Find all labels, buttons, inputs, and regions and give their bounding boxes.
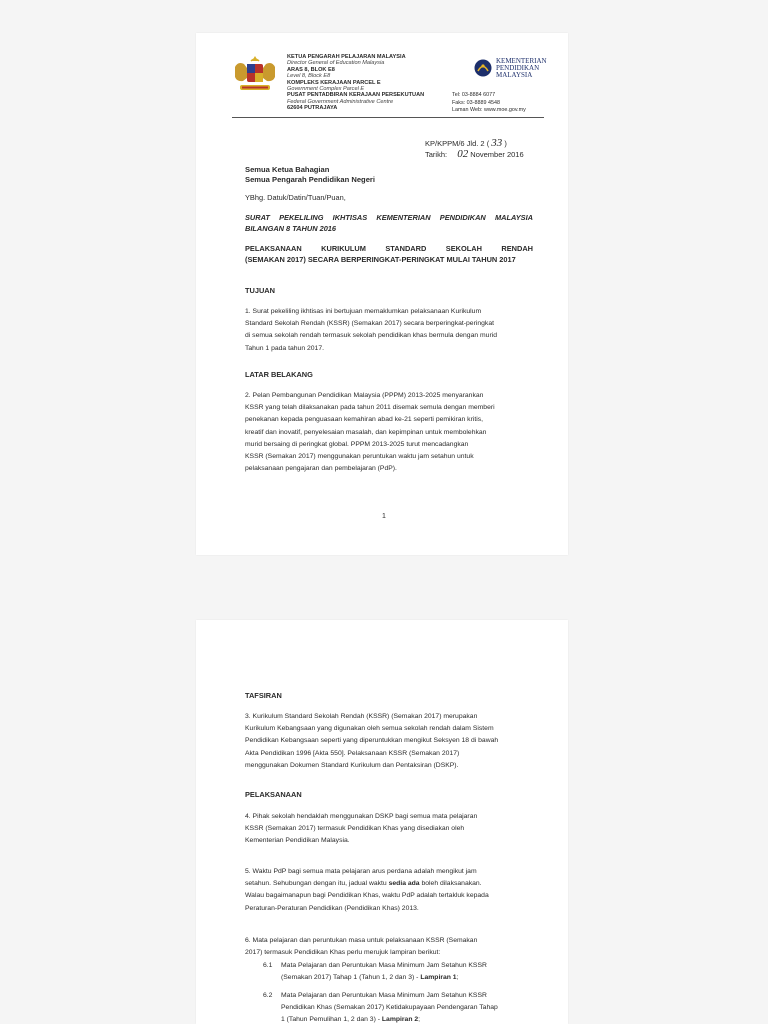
date-day-handwritten: 02 xyxy=(457,148,469,160)
contact-fax: Faks: 03-8889 4548 xyxy=(452,99,500,106)
paragraph-3 xyxy=(245,711,535,772)
reference-block xyxy=(425,138,524,160)
emphasis-sedia-ada: sedia ada xyxy=(388,880,420,888)
paragraph-line: kreatif dan inovatif, penyelesaian masalah, dan kepimpinan untuk membolehkan xyxy=(245,428,487,436)
lampiran-1-ref: Lampiran 1 xyxy=(420,974,457,982)
paragraph-line: Kementerian Pendidikan Malaysia. xyxy=(245,837,350,845)
paragraph-4 xyxy=(245,811,535,848)
paragraph-line: Akta Pendidikan 1996 [Akta 550]. Pelaksanaan KSSR (Semakan 2017) xyxy=(245,749,460,757)
paragraph-line: di semua sekolah rendah termasuk sekolah pendidikan khas bermula dengan murid xyxy=(245,332,498,340)
coat-of-arms-icon xyxy=(232,55,278,95)
letterhead-line: 62604 PUTRAJAYA xyxy=(287,105,338,112)
recipient-line: Semua Pengarah Pendidikan Negeri xyxy=(245,175,375,184)
heading-tafsiran: TAFSIRAN xyxy=(245,691,282,700)
recipients xyxy=(245,165,375,185)
paragraph-line: Pendidikan Kebangsaan seperti yang diperuntukkan mengikut Seksyen 18 di bawah xyxy=(245,737,499,745)
list-item-text: ; xyxy=(418,1016,421,1024)
subject-line: PELAKSANAAN KURIKULUM STANDARD SEKOLAH RENDAH xyxy=(245,244,533,253)
reference-close-paren: ) xyxy=(504,139,507,148)
list-item-text: ; xyxy=(456,974,459,982)
reference-date xyxy=(425,149,524,160)
ministry-name xyxy=(496,58,547,79)
page-number: 1 xyxy=(382,513,386,520)
letter-page-1 xyxy=(196,33,568,555)
paragraph-line: Walau bagaimanapun bagi Pendidikan Khas, waktu PdP adalah tertakluk kepada xyxy=(245,892,489,900)
paragraph-2 xyxy=(245,390,535,475)
ministry-line: MALAYSIA xyxy=(496,71,533,79)
paragraph-line: 4. Pihak sekolah hendaklah menggunakan DSKP bagi semua mata pelajaran xyxy=(245,813,478,820)
paragraph-text: boleh dilaksanakan. xyxy=(419,880,482,888)
paragraph-line xyxy=(245,878,535,890)
list-item-6-1 xyxy=(263,960,536,984)
salutation: YBhg. Datuk/Datin/Tuan/Puan, xyxy=(245,193,346,202)
lampiran-2-ref: Lampiran 2 xyxy=(381,1016,419,1024)
recipient-line: Semua Ketua Bahagian xyxy=(245,165,330,174)
contact-web: Laman Web: www.moe.gov.my xyxy=(452,107,526,114)
paragraph-line: 1. Surat pekeliling ikhtisas ini bertujuan memaklumkan pelaksanaan Kurikulum xyxy=(245,308,482,315)
heading-pelaksanaan: PELAKSANAAN xyxy=(245,790,302,799)
list-item-line xyxy=(281,1014,536,1024)
list-item-number: 6.2 xyxy=(263,992,273,999)
contact-tel: Tel: 03-8884 6077 xyxy=(452,92,496,98)
letterhead-line: Level 8, Block E8 xyxy=(287,73,331,80)
list-item-number: 6.1 xyxy=(263,962,273,969)
paragraph-5 xyxy=(245,866,535,915)
paragraph-line: Kurikulum Kebangsaan yang digunakan oleh semua sekolah rendah dalam Sistem xyxy=(245,725,494,733)
paragraph-line: 2. Pelan Pembangunan Pendidikan Malaysia (PPPM) 2013-2025 menyarankan xyxy=(245,392,484,399)
letterhead-contact xyxy=(452,92,526,115)
list-item-text: (Semakan 2017) Tahap 1 (Tahun 1, 2 dan 3) - xyxy=(281,974,421,982)
letterhead-line: Government Complex Parcel E xyxy=(287,86,365,93)
ministry-line: KEMENTERIAN xyxy=(496,57,547,65)
paragraph-1 xyxy=(245,306,535,355)
paragraph-line: KSSR (Semakan 2017) menggunakan peruntukan waktu jam setahun untuk xyxy=(245,453,474,461)
list-item-line: Mata Pelajaran dan Peruntukan Masa Minimum Jam Setahun KSSR xyxy=(281,962,487,969)
paragraph-line: pelaksanaan pengajaran dan pembelajaran (PdP). xyxy=(245,465,397,473)
heading-latar-belakang: LATAR BELAKANG xyxy=(245,370,313,379)
paragraph-line: Peraturan-Peraturan Pendidikan (Pendidikan Khas) 2013. xyxy=(245,904,419,912)
list-item-line xyxy=(281,972,536,984)
paragraph-line: 2017) termasuk Pendidikan Khas perlu merujuk lampiran berikut: xyxy=(245,949,441,957)
circular-subject xyxy=(245,244,533,265)
list-item-6-2 xyxy=(263,990,536,1024)
letterhead-line: KOMPLEKS KERAJAAN PARCEL E xyxy=(287,79,381,86)
letter-page-2 xyxy=(196,620,568,1024)
circular-title-line: SURAT PEKELILING IKHTISAS KEMENTERIAN PENDIDIKAN MALAYSIA xyxy=(245,213,533,222)
letterhead-line: Federal Government Administrative Centre xyxy=(287,98,394,105)
subject-line: (SEMAKAN 2017) SECARA BERPERINGKAT-PERINGKAT MULAI TAHUN 2017 xyxy=(245,254,516,264)
paragraph-line: 3. Kurikulum Standard Sekolah Rendah (KSSR) (Semakan 2017) merupakan xyxy=(245,713,478,720)
reference-number xyxy=(425,138,524,149)
ministry-line: PENDIDIKAN xyxy=(496,64,540,72)
date-label: Tarikh: xyxy=(425,150,448,159)
letterhead-line: KETUA PENGARAH PELAJARAN MALAYSIA xyxy=(287,54,406,60)
date-month-year: November 2016 xyxy=(470,150,524,159)
paragraph-line: 5. Waktu PdP bagi semua mata pelajaran arus perdana adalah mengikut jam xyxy=(245,868,477,875)
circular-title xyxy=(245,213,533,234)
letterhead-line: Director General of Education Malaysia xyxy=(287,60,385,67)
letterhead-address xyxy=(287,54,424,112)
paragraph-line: menggunakan Dokumen Standard Kurikulum dan Pentaksiran (DSKP). xyxy=(245,761,459,769)
list-item-line: Pendidikan Khas (Semakan 2017) Ketidakupayaan Pendengaran Tahap xyxy=(281,1004,498,1012)
paragraph-line: KSSR (Semakan 2017) termasuk Pendidikan Khas yang disediakan oleh xyxy=(245,825,465,833)
paragraph-line: 6. Mata pelajaran dan peruntukan masa untuk pelaksanaan KSSR (Semakan xyxy=(245,937,478,944)
ministry-logo-icon xyxy=(473,59,493,77)
letterhead-line: ARAS 8, BLOK E8 xyxy=(287,66,335,73)
reference-number-text: KP/KPPM/6 Jld. 2 ( xyxy=(425,139,490,148)
paragraph-line: penekanan kepada penguasaan kemahiran abad ke-21 seperti pemikiran kritis, xyxy=(245,416,484,424)
paragraph-line: murid bersaing di peringkat global. PPPM 2013-2025 turut mencadangkan xyxy=(245,440,469,448)
circular-title-line: BILANGAN 8 TAHUN 2016 xyxy=(245,223,337,233)
reference-handwritten-number: 33 xyxy=(491,137,503,149)
paragraph-line: Standard Sekolah Rendah (KSSR) (Semakan 2017) secara berperingkat-peringkat xyxy=(245,320,494,328)
paragraph-line: Tahun 1 pada tahun 2017. xyxy=(245,344,324,352)
letterhead-divider xyxy=(232,117,544,118)
heading-tujuan: TUJUAN xyxy=(245,286,275,295)
paragraph-text: setahun. Sehubungan dengan itu, jadual waktu xyxy=(245,880,389,888)
paragraph-line: KSSR yang telah dilaksanakan pada tahun 2011 disemak semula dengan memberi xyxy=(245,404,495,412)
paragraph-6 xyxy=(245,935,535,959)
list-item-text: 1 (Tahun Pemulihan 1, 2 dan 3) - xyxy=(281,1016,382,1024)
list-item-line: Mata Pelajaran dan Peruntukan Masa Minimum Jam Setahun KSSR xyxy=(281,992,487,999)
letterhead-line: PUSAT PENTADBIRAN KERAJAAN PERSEKUTUAN xyxy=(287,92,425,99)
